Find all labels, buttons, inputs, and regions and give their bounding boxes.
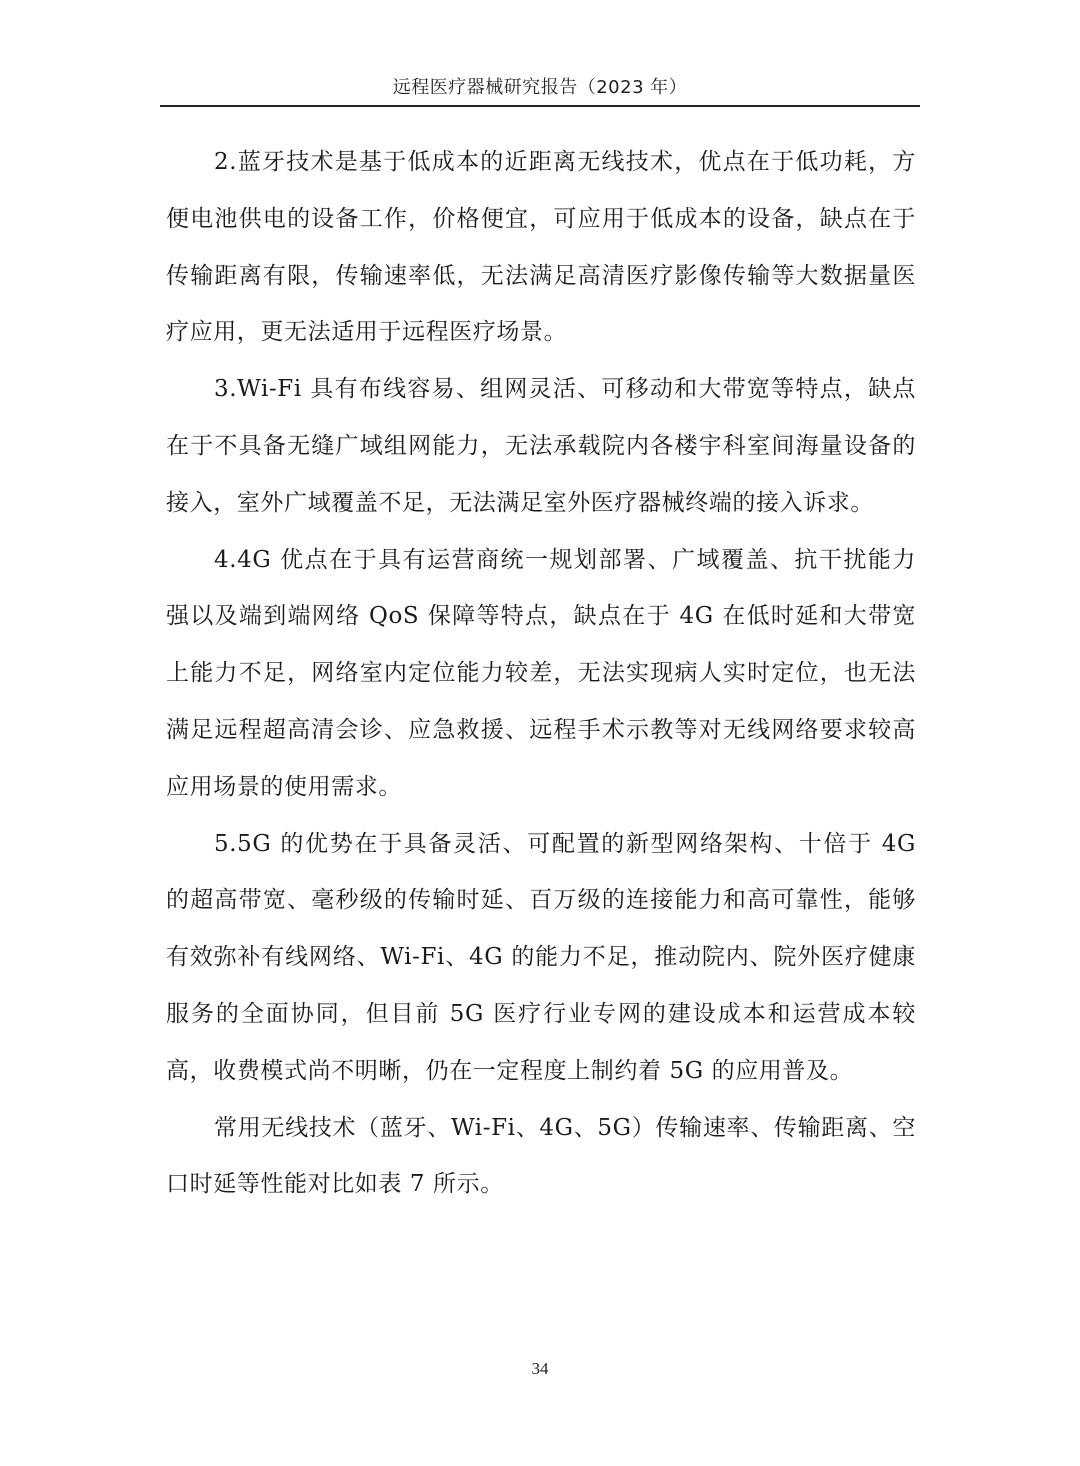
page-number: 34	[531, 1359, 549, 1378]
running-header: 远程医疗器械研究报告（2023 年）	[392, 77, 688, 98]
paragraph-bluetooth: 2.蓝牙技术是基于低成本的近距离无线技术，优点在于低功耗，方便电池供电的设备工作，价格便宜，可应用于低成本的设备，缺点在于传输距离有限，传输速率低，无法满足高清医疗影像传输等大数据量医疗应用，更无法适用于远程医疗场景。	[166, 149, 916, 346]
paragraph-wifi: 3.Wi-Fi 具有布线容易、组网灵活、可移动和大带宽等特点，缺点在于不具备无缝广域组网能力，无法承载院内各楼宇科室间海量设备的接入，室外广域覆盖不足，无法满足室外医疗器械终端的接入诉求。	[166, 376, 916, 516]
body-text	[166, 134, 916, 1213]
paragraph-5g: 5.5G 的优势在于具备灵活、可配置的新型网络架构、十倍于 4G 的超高带宽、毫秒级的传输时延、百万级的连接能力和高可靠性，能够有效弥补有线网络、Wi-Fi、4G 的能力不足，推动院内、院外医疗健康服务的全面协同，但目前 5G 医疗行业专网的建设成本和运营成本较高，收费模式尚不明晰，仍在一定程度上制约着 5G 的应用普及。	[166, 830, 916, 1084]
paragraph-4g: 4.4G 优点在于具有运营商统一规划部署、广域覆盖、抗干扰能力强以及端到端网络 QoS 保障等特点，缺点在于 4G 在低时延和大带宽上能力不足，网络室内定位能力较差，无法实现病人实时定位，也无法满足远程超高清会诊、应急救援、远程手术示教等对无线网络要求较高应用场景的使用需求。	[166, 546, 916, 800]
paragraph-table-reference: 常用无线技术（蓝牙、Wi-Fi、4G、5G）传输速率、传输距离、空口时延等性能对比如表 7 所示。	[166, 1114, 916, 1198]
header-divider	[160, 105, 920, 107]
